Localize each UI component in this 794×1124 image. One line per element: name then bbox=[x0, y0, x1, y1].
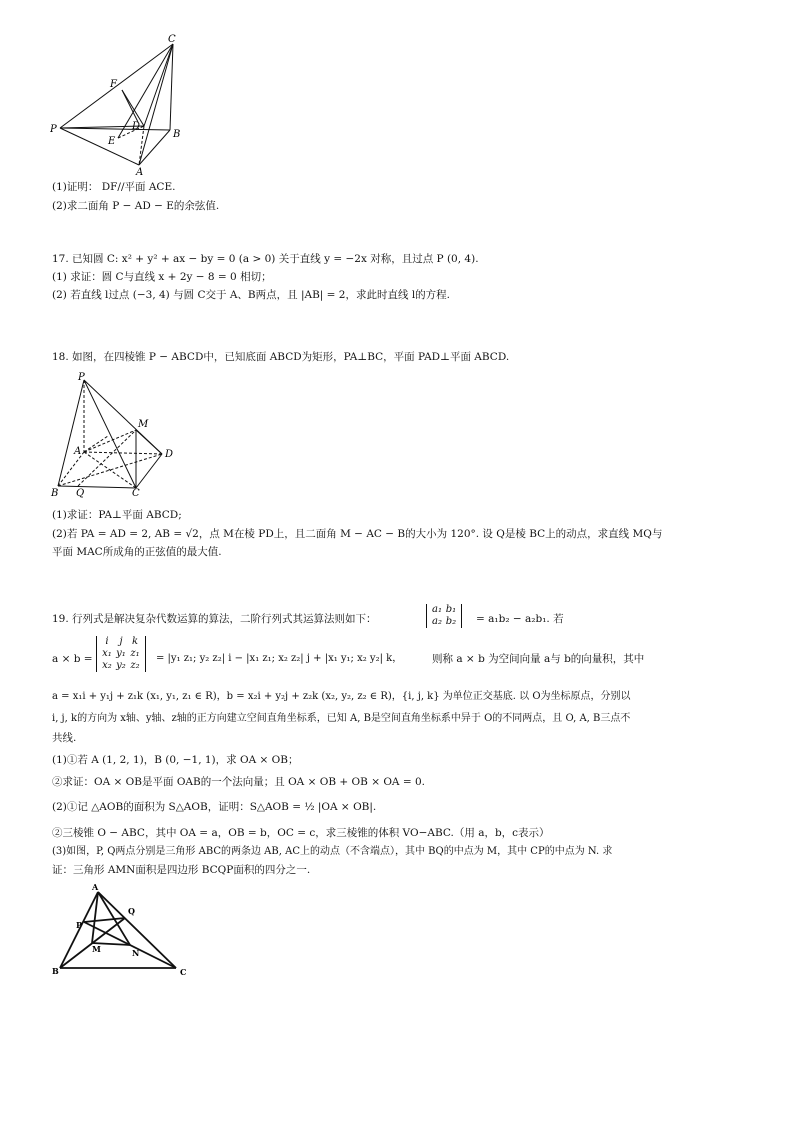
det2-a1: a₁ bbox=[432, 604, 442, 615]
label-A: A bbox=[136, 167, 144, 175]
label-M: M bbox=[138, 419, 149, 430]
q18-part1: (1)求证：PA⊥平面 ABCD; bbox=[52, 509, 182, 521]
q19-part3b: 证：三角形 AMN面积是四边形 BCQP面积的四分之一. bbox=[52, 864, 311, 876]
det3-x1: x₁ bbox=[102, 648, 112, 659]
q19-part1a: (1)①若 A (1, 2, 1)，B (0, −1, 1)，求 OA × OB； bbox=[52, 754, 299, 766]
label-A: A bbox=[92, 882, 99, 892]
label-A: A bbox=[74, 446, 82, 457]
q19-line4: i, j, k的方向为 x轴、y轴、z轴的正方向建立空间直角坐标系，已知 A, B是空间直角坐标系中异于 O的不同两点，且 O, A, B三点不 bbox=[52, 713, 631, 724]
q18-part2-line2: 平面 MAC所成角的正弦值的最大值. bbox=[52, 546, 222, 558]
det3-y2: y₂ bbox=[116, 660, 126, 671]
q19-line2-lhs: a × b = bbox=[52, 653, 93, 665]
label-P: P bbox=[78, 372, 85, 383]
det3-z2: z₂ bbox=[130, 660, 140, 671]
label-M: M bbox=[92, 944, 101, 954]
label-P: P bbox=[50, 124, 57, 135]
det2-matrix bbox=[426, 604, 462, 628]
label-C: C bbox=[180, 967, 187, 977]
q19-part2b: ②三棱锥 O − ABC，其中 OA = a，OB = b，OC = c，求三棱锥的体积 VO−ABC.（用 a，b，c表示） bbox=[52, 827, 550, 839]
q17-stem: 17. 已知圆 C: x² + y² + ax − by = 0 (a > 0) 关于直线 y = −2x 对称，且过点 P (0, 4). bbox=[52, 253, 479, 265]
figure-q16-pyramid bbox=[50, 30, 190, 175]
label-F: F bbox=[110, 79, 117, 90]
det2-b1: b₁ bbox=[445, 604, 457, 615]
label-C: C bbox=[168, 34, 176, 45]
label-D: D bbox=[165, 449, 174, 460]
q16-part2: (2)求二面角 P − AD − E的余弦值. bbox=[52, 200, 220, 212]
det3-y1: y₁ bbox=[116, 648, 126, 659]
label-B: B bbox=[173, 129, 181, 140]
figure-q18-pyramid bbox=[48, 372, 180, 500]
q17-part2: (2) 若直线 l过点 (−3, 4) 与圆 C交于 A、B两点，且 |AB| = 2，求此时直线 l的方程. bbox=[52, 289, 451, 301]
q19-line5: 共线. bbox=[52, 732, 77, 744]
det3-j: j bbox=[119, 636, 123, 647]
q19-line2-post: 则称 a × b 为空间向量 a与 b的向量积，其中 bbox=[432, 653, 645, 665]
det2-a2: a₂ bbox=[432, 616, 442, 627]
label-C: C bbox=[132, 488, 140, 499]
det3-i: i bbox=[105, 636, 109, 647]
label-P: P bbox=[76, 920, 83, 930]
q19-line2-mid: = |y₁ z₁; y₂ z₂| i − |x₁ z₁; x₂ z₂| j + |x₁ y₁; x₂ y₂| k， bbox=[156, 653, 403, 664]
q19-part3a: (3)如图，P, Q两点分别是三角形 ABC的两条边 AB, AC上的动点（不含端点），其中 BQ的中点为 M，其中 CP的中点为 N. 求 bbox=[52, 846, 613, 857]
det3-z1: z₁ bbox=[130, 648, 140, 659]
figure-q19-triangle bbox=[48, 880, 198, 980]
label-B: B bbox=[51, 488, 59, 499]
q17-part1: (1) 求证：圆 C与直线 x + 2y − 8 = 0 相切； bbox=[52, 271, 272, 283]
q18-stem: 18. 如图，在四棱锥 P − ABCD中，已知底面 ABCD为矩形，PA⊥BC，平面 PAD⊥平面 ABCD. bbox=[52, 351, 510, 363]
q19-part1b: ②求证：OA × OB是平面 OAB的一个法向量；且 OA × OB + OB × OA = 0. bbox=[52, 776, 426, 788]
label-N: N bbox=[132, 948, 140, 958]
det3-matrix bbox=[96, 636, 146, 672]
q19-part2a: (2)①记 △AOB的面积为 S△AOB，证明：S△AOB = ½ |OA × OB|. bbox=[52, 801, 377, 813]
det3-x2: x₂ bbox=[102, 660, 112, 671]
det3-k: k bbox=[131, 636, 139, 647]
label-Q: Q bbox=[128, 906, 135, 916]
label-E: E bbox=[108, 136, 116, 147]
label-D: D bbox=[132, 121, 141, 132]
det2-b2: b₂ bbox=[445, 616, 457, 627]
label-Q: Q bbox=[76, 488, 85, 499]
q19-line1-post: = a₁b₂ − a₂b₁. 若 bbox=[476, 613, 564, 625]
q18-part2-line1: (2)若 PA = AD = 2, AB = √2，点 M在棱 PD上，且二面角 M − AC − B的大小为 120°. 设 Q是棱 BC上的动点，求直线 MQ与 bbox=[52, 528, 663, 540]
label-B: B bbox=[52, 966, 59, 976]
q19-line3: a = x₁i + y₁j + z₁k (x₁, y₁, z₁ ∈ R)，b = x₂i + y₂j + z₂k (x₂, y₂, z₂ ∈ R)，{i, j, k} 为单位正交基底. 以 O为坐标原点，分别以 bbox=[52, 691, 631, 702]
q19-line1-pre: 19. 行列式是解决复杂代数运算的算法，二阶行列式其运算法则如下： bbox=[52, 613, 377, 625]
q16-part1: (1)证明： DF//平面 ACE. bbox=[52, 181, 176, 193]
